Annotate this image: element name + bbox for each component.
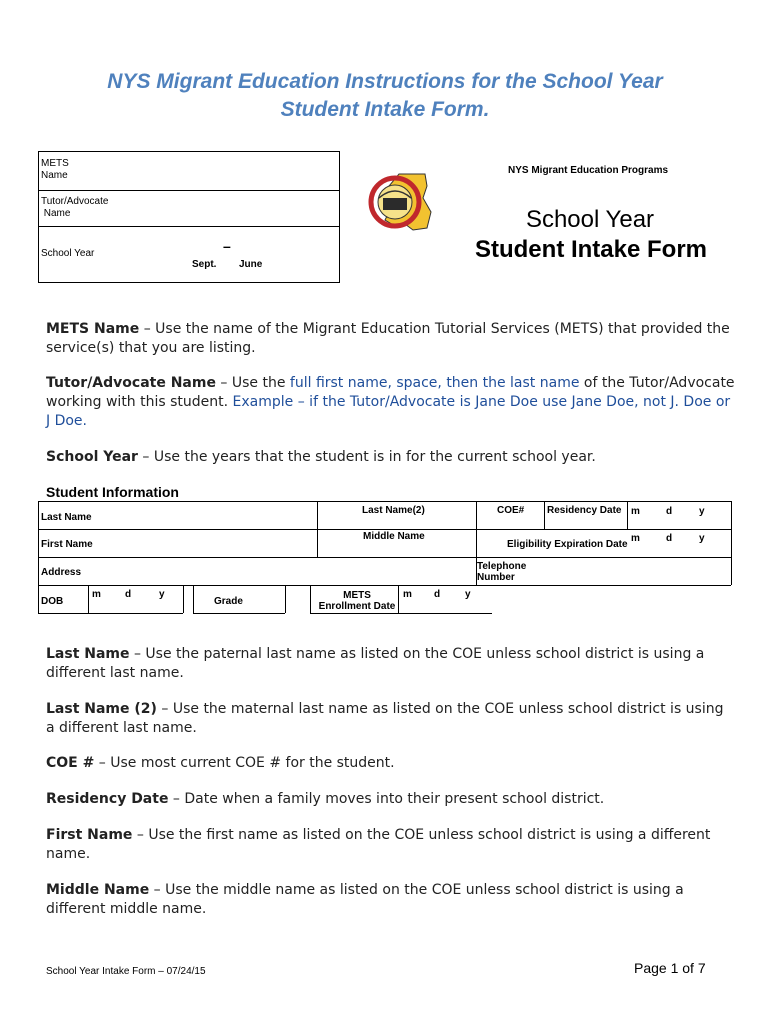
form-title-line1: School Year [525,206,655,233]
definition-last-name [46,645,736,683]
definition-term: Last Name (2) [46,701,157,717]
school-year-term: School Year [46,449,138,465]
address-field-label: Address [41,567,82,578]
eligibility-day-label: d [666,533,673,544]
tutor-text-2: of the Tutor/Advocate working with this student. [46,375,735,410]
year-dash: – [223,238,231,254]
dob-day-label: d [125,589,132,600]
definition-term: Middle Name [46,882,150,898]
definition-term: First Name [46,827,133,843]
mets-name-label: METS Name [41,158,69,181]
sept-label: Sept. [192,259,217,270]
dob-year-label: y [159,589,165,600]
residency-date-label: Residency Date [547,505,622,516]
definition-residency-date [46,790,736,809]
last-name-field-label: Last Name [41,512,92,523]
definition-text: – Use the maternal last name as listed on the COE unless school district is using a different last name. [46,701,724,736]
dob-field-label: DOB [41,596,64,607]
tutor-example-text: Example – if the Tutor/Advocate is Jane Doe use Jane Doe, not J. Doe or J Doe. [46,394,731,429]
tutor-blue-text-1: full first name, space, then the last name [289,375,580,391]
enroll-month-label: m [403,589,412,600]
definition-term: COE # [46,755,95,771]
eligibility-month-label: m [631,533,640,544]
program-label: NYS Migrant Education Programs [508,165,669,176]
definition-text: – Date when a family moves into their present school district. [168,791,605,807]
dob-month-label: m [92,589,101,600]
definition-text: – Use the middle name as listed on the COE unless school district is using a different middle name. [46,882,684,917]
june-label: June [239,259,263,270]
first-name-field-label: First Name [41,539,93,550]
definition-text: – Use the paternal last name as listed on the COE unless school district is using a different last name. [46,646,705,681]
form-title-line2: Student Intake Form [474,236,708,263]
school-year-label: School Year [41,248,95,259]
mets-name-text: – Use the name of the Migrant Education Tutorial Services (METS) that provided the service(s) that you are listing. [46,321,730,356]
telephone-field-label: Telephone Number [477,561,527,583]
document-title-line1: NYS Migrant Education Instructions for the School Year [107,70,663,93]
definition-coe [46,754,736,773]
mets-name-term: METS Name [46,321,140,337]
tutor-text-1: – Use the [215,375,290,391]
definition-text: – Use most current COE # for the student. [94,755,395,771]
footer-form-id: School Year Intake Form – 07/24/15 [46,966,206,977]
residency-day-label: d [666,506,673,517]
tutor-name-term: Tutor/Advocate Name [46,375,216,391]
mets-name-paragraph [46,320,736,358]
middle-name-field-label: Middle Name [363,531,425,542]
tutor-name-paragraph [46,374,736,431]
last-name-2-field-label: Last Name(2) [362,505,425,516]
mets-enrollment-date-label: METS Enrollment Date [318,590,396,612]
definition-text: – Use the first name as listed on the COE unless school district is using a different name. [46,827,711,862]
school-year-paragraph [46,448,736,467]
enroll-day-label: d [434,589,441,600]
residency-year-label: y [699,506,705,517]
nys-migrant-logo-icon [365,168,437,238]
enroll-year-label: y [465,589,471,600]
residency-month-label: m [631,506,640,517]
coe-field-label: COE# [497,505,525,516]
eligibility-year-label: y [699,533,705,544]
eligibility-expiration-label: Eligibility Expiration Date [507,539,628,550]
definition-last-name-2 [46,700,736,738]
tutor-name-label: Tutor/Advocate Name [41,196,109,219]
grade-field-label: Grade [214,596,243,607]
definition-middle-name [46,881,736,919]
definition-term: Last Name [46,646,130,662]
document-title-line2: Student Intake Form. [280,98,490,121]
definition-first-name [46,826,736,864]
definition-term: Residency Date [46,791,169,807]
student-information-heading: Student Information [46,484,179,500]
school-year-text: – Use the years that the student is in for the current school year. [137,449,596,465]
page-number: Page 1 of 7 [634,960,706,976]
